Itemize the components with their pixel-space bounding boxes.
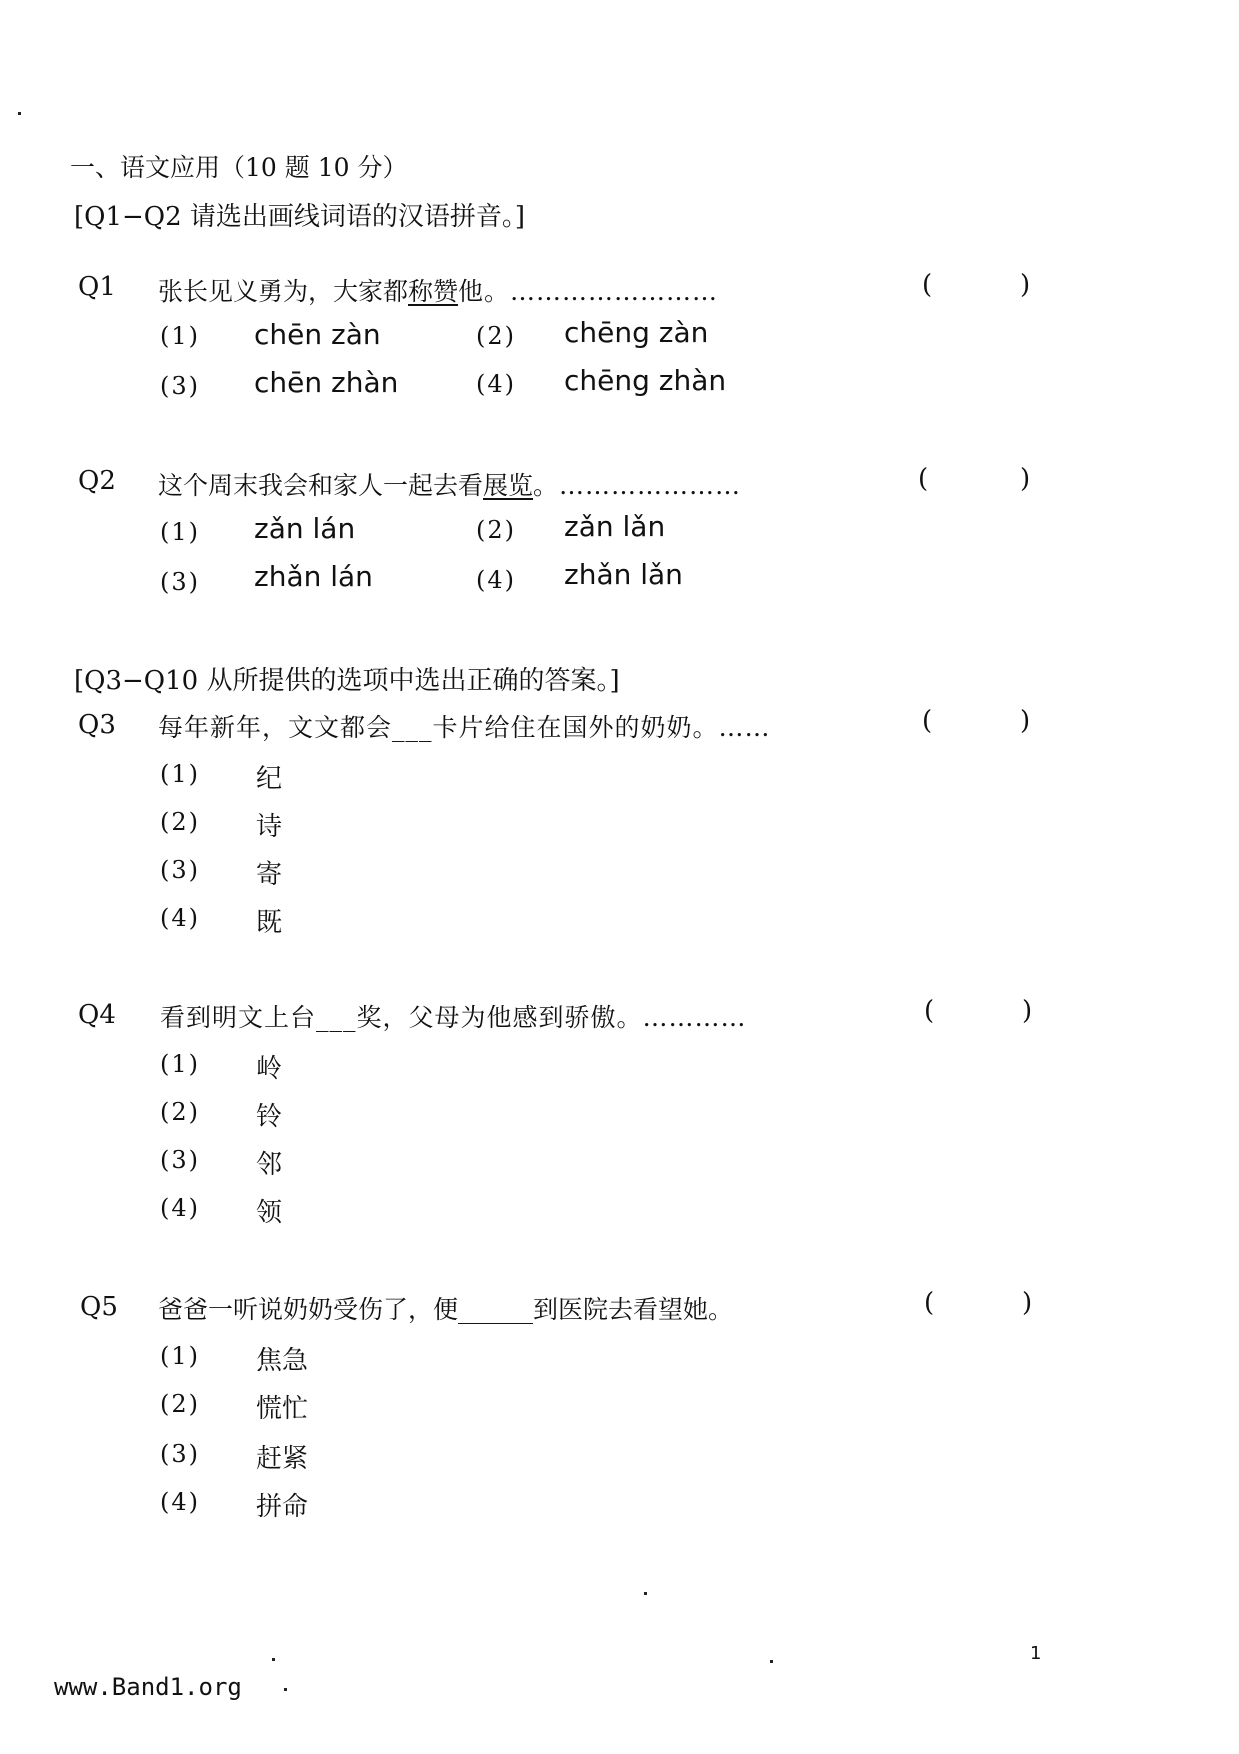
option-number: (3) <box>160 372 200 400</box>
q1-text-after: 他。…………………… <box>458 277 719 306</box>
question-text-q3: 每年新年，文文都会___卡片给住在国外的奶奶。…… <box>158 713 771 742</box>
option-value: 领 <box>256 1198 283 1228</box>
option-value: zǎn lǎn <box>564 510 666 543</box>
answer-paren-open-q2: ( <box>918 464 929 494</box>
question-label-q4: Q4 <box>78 1000 116 1030</box>
option-number: (2) <box>160 1390 200 1418</box>
option-value: 拼命 <box>256 1492 309 1522</box>
scan-speck <box>272 1658 275 1661</box>
option-number: (2) <box>160 1098 200 1126</box>
footer-url: www.Band1.org <box>54 1673 242 1701</box>
option-number: (4) <box>160 904 200 932</box>
q1-underlined-word: 称赞 <box>408 277 459 306</box>
option-value: 焦急 <box>256 1346 309 1376</box>
option-number: (3) <box>160 1440 200 1468</box>
answer-paren-close-q5: ) <box>1022 1288 1033 1318</box>
option-value: chēng zhàn <box>564 364 727 397</box>
option-value: zǎn lán <box>254 512 356 545</box>
option-value: zhǎn lǎn <box>564 558 683 591</box>
scan-speck <box>644 1592 647 1595</box>
answer-paren-open-q1: ( <box>922 270 933 300</box>
option-value: 铃 <box>256 1102 283 1132</box>
section-title: 一、语文应用（10 题 10 分） <box>70 153 408 182</box>
option-value: 邻 <box>256 1150 283 1180</box>
question-text-q2 <box>158 466 741 502</box>
option-number: (3) <box>160 568 200 596</box>
answer-paren-open-q3: ( <box>922 706 933 736</box>
option-value: chēn zhàn <box>254 366 399 399</box>
q1-text-before: 张长见义勇为，大家都 <box>158 277 409 306</box>
answer-paren-close-q2: ) <box>1020 464 1031 494</box>
question-label-q2: Q2 <box>78 466 116 496</box>
option-value: 诗 <box>256 812 283 842</box>
option-value: chēn zàn <box>254 318 381 351</box>
option-value: 寄 <box>256 860 283 890</box>
option-value: chēng zàn <box>564 316 709 349</box>
answer-paren-open-q4: ( <box>924 996 935 1026</box>
scan-speck <box>284 1688 287 1691</box>
q2-text-before: 这个周末我会和家人一起去看 <box>158 471 484 500</box>
option-number: (1) <box>160 322 200 350</box>
instruction-q1-q2: [Q1−Q2 请选出画线词语的汉语拼音。] <box>74 202 526 232</box>
option-number: (1) <box>160 760 200 788</box>
option-number: (4) <box>160 1488 200 1516</box>
option-value: zhǎn lán <box>254 560 373 593</box>
answer-paren-close-q3: ) <box>1020 706 1031 736</box>
question-text-q5: 爸爸一听说奶奶受伤了，便______到医院去看望她。 <box>158 1295 734 1324</box>
option-value: 既 <box>256 908 283 938</box>
page-number: 1 <box>1030 1643 1042 1664</box>
option-number: (3) <box>160 856 200 884</box>
option-number: (1) <box>160 518 200 546</box>
question-label-q1: Q1 <box>78 272 116 302</box>
scan-speck <box>770 1660 773 1663</box>
option-number: (3) <box>160 1146 200 1174</box>
option-number: (2) <box>160 808 200 836</box>
option-number: (2) <box>476 516 516 544</box>
scan-speck <box>18 112 21 115</box>
option-number: (4) <box>476 370 516 398</box>
answer-paren-close-q4: ) <box>1022 996 1033 1026</box>
option-number: (1) <box>160 1342 200 1370</box>
question-text-q4: 看到明文上台___奖，父母为他感到骄傲。………… <box>160 1003 747 1032</box>
option-value: 赶紧 <box>256 1444 309 1474</box>
option-number: (4) <box>160 1194 200 1222</box>
option-number: (4) <box>476 566 516 594</box>
q2-underlined-word: 展览 <box>483 471 534 500</box>
question-text-q1 <box>158 272 718 308</box>
question-label-q5: Q5 <box>80 1292 118 1322</box>
option-number: (2) <box>476 322 516 350</box>
q2-text-after: 。………………… <box>533 471 742 500</box>
option-value: 岭 <box>256 1054 283 1084</box>
option-number: (1) <box>160 1050 200 1078</box>
option-value: 慌忙 <box>256 1394 309 1424</box>
option-value: 纪 <box>256 764 283 794</box>
question-label-q3: Q3 <box>78 710 116 740</box>
answer-paren-close-q1: ) <box>1020 270 1031 300</box>
answer-paren-open-q5: ( <box>924 1288 935 1318</box>
instruction-q3-q10: [Q3−Q10 从所提供的选项中选出正确的答案。] <box>74 666 620 696</box>
